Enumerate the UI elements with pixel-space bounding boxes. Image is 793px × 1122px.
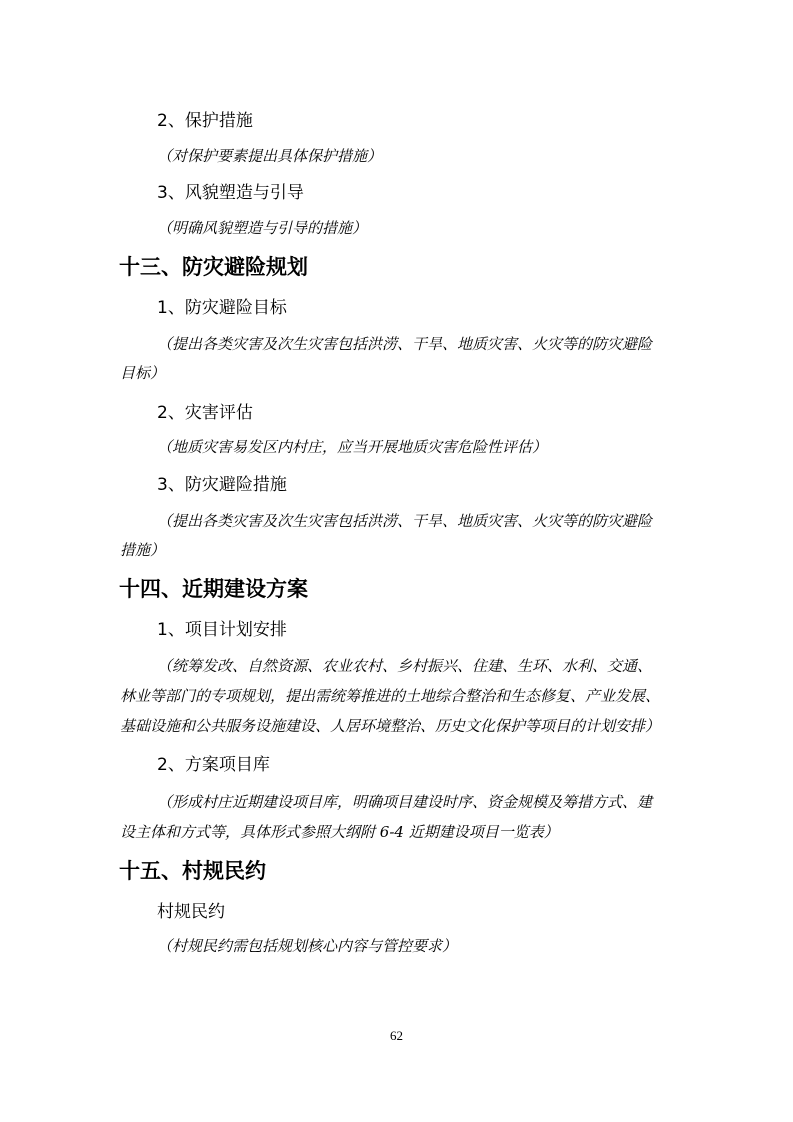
note-project-plan-line2: 林业等部门的专项规划，提出需统筹推进的土地综合整治和生态修复、产业发展、 xyxy=(120,687,661,705)
page-number: 62 xyxy=(390,1028,403,1043)
note-project-library-line1: （形成村庄近期建设项目库，明确项目建设时序、资金规模及筹措方式、建 xyxy=(157,793,653,811)
subheading-style-shaping: 3、风貌塑造与引导 xyxy=(157,183,304,203)
section-heading-14: 十四、近期建设方案 xyxy=(119,577,308,601)
note-disaster-measures-line1: （提出各类灾害及次生灾害包括洪涝、干旱、地质灾害、火灾等的防灾避险 xyxy=(157,512,653,530)
subheading-project-plan: 1、项目计划安排 xyxy=(157,620,287,640)
note-disaster-assessment: （地质灾害易发区内村庄，应当开展地质灾害危险性评估） xyxy=(157,438,548,456)
note-project-plan-line1: （统筹发改、自然资源、农业农村、乡村振兴、住建、生环、水利、交通、 xyxy=(157,657,653,675)
subheading-protection-measures: 2、保护措施 xyxy=(157,111,253,131)
subheading-disaster-measures: 3、防灾避险措施 xyxy=(157,475,287,495)
note-project-library-line2: 设主体和方式等，具体形式参照大纲附 6-4 近期建设项目一览表） xyxy=(120,823,559,841)
subheading-project-library: 2、方案项目库 xyxy=(157,755,270,775)
note-project-plan-line3: 基础设施和公共服务设施建设、人居环境整治、历史文化保护等项目的计划安排） xyxy=(120,717,661,735)
note-village-rules: （村规民约需包括规划核心内容与管控要求） xyxy=(157,937,458,955)
note-disaster-goal-line2: 目标） xyxy=(120,364,166,382)
section-heading-13: 十三、防灾避险规划 xyxy=(119,255,308,279)
subheading-disaster-goal: 1、防灾避险目标 xyxy=(157,298,287,318)
note-disaster-measures-line2: 措施） xyxy=(120,541,166,559)
note-style-shaping: （明确风貌塑造与引导的措施） xyxy=(157,219,368,237)
subheading-disaster-assessment: 2、灾害评估 xyxy=(157,403,253,423)
section-heading-15: 十五、村规民约 xyxy=(119,859,266,883)
note-protection-measures: （对保护要素提出具体保护措施） xyxy=(157,147,383,165)
note-disaster-goal-line1: （提出各类灾害及次生灾害包括洪涝、干旱、地质灾害、火灾等的防灾避险 xyxy=(157,335,653,353)
subheading-village-rules: 村规民约 xyxy=(157,902,225,922)
